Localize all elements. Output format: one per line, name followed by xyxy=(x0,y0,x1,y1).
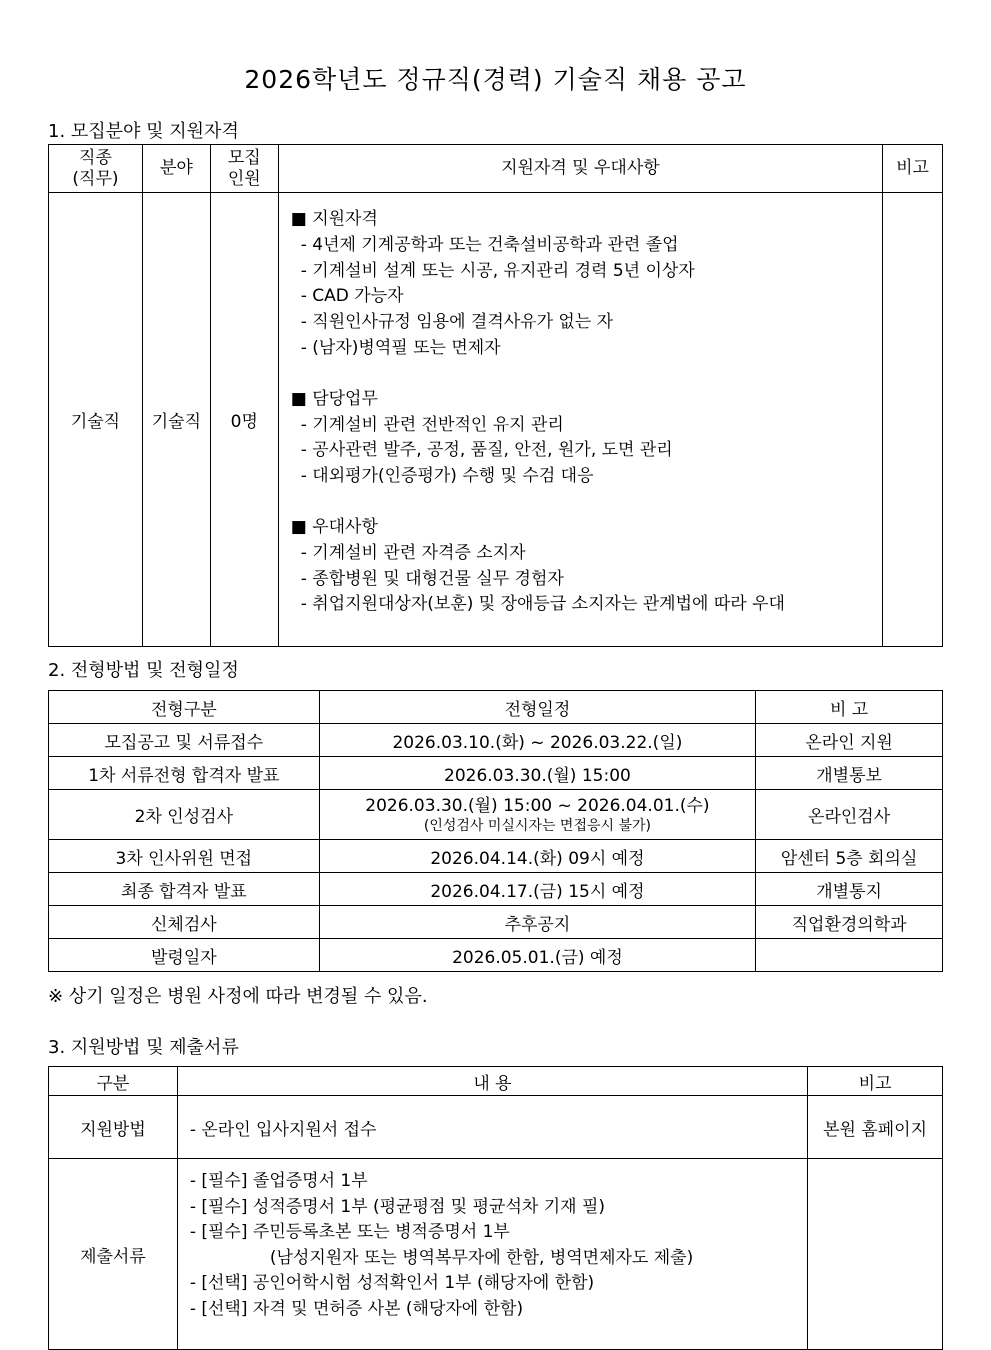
page-title: 2026학년도 정규직(경력) 기술직 채용 공고 xyxy=(244,65,747,94)
header-content: 내 용 xyxy=(177,1067,807,1096)
header-count: 모집 인원 xyxy=(210,145,278,193)
list-item: - [필수] 졸업증명서 1부 xyxy=(189,1171,368,1191)
table-row xyxy=(49,939,943,972)
cell-stage: 모집공고 및 서류접수 xyxy=(49,724,320,757)
cell-stage: 발령일자 xyxy=(49,939,320,972)
cell-remarks xyxy=(756,939,943,972)
list-item: - 기계설비 관련 전반적인 유지 관리 xyxy=(300,414,564,435)
recruitment-table xyxy=(48,144,943,647)
section3-heading: 3. 지원방법 및 제출서류 xyxy=(48,1037,239,1058)
cell-stage: 3차 인사위원 면접 xyxy=(49,840,320,873)
cell-stage: 2차 인성검사 xyxy=(49,790,320,840)
cell-remarks xyxy=(808,1159,943,1350)
section1-heading: 1. 모집분야 및 지원자격 xyxy=(48,121,239,142)
list-item: (남성지원자 또는 병역복무자에 한함, 병역면제자도 제출) xyxy=(269,1247,694,1268)
list-item: - [선택] 공인어학시험 성적확인서 1부 (해당자에 한함) xyxy=(189,1273,595,1293)
list-item: - [필수] 주민등록초본 또는 병적증명서 1부 xyxy=(189,1222,510,1242)
list-item: - CAD 가능자 xyxy=(300,286,404,307)
cell-schedule: 추후공지 xyxy=(319,906,756,939)
cell-remarks: 개별통보 xyxy=(756,757,943,790)
list-item: - (남자)병역필 또는 면제자 xyxy=(300,337,501,358)
cell-schedule: 2026.04.17.(금) 15시 예정 xyxy=(319,873,756,906)
list-item: - 취업지원대상자(보훈) 및 장애등급 소지자는 관계법에 따라 우대 xyxy=(300,594,785,615)
cell-stage: 신체검사 xyxy=(49,906,320,939)
header-remarks: 비고 xyxy=(883,145,943,193)
list-item: - 기계설비 설계 또는 시공, 유지관리 경력 5년 이상자 xyxy=(300,260,695,281)
header-schedule: 전형일정 xyxy=(319,691,756,724)
header-field: 분야 xyxy=(142,145,210,193)
cell-category: 제출서류 xyxy=(49,1159,178,1350)
list-item: - 직원인사규정 임용에 결격사유가 없는 자 xyxy=(300,312,614,333)
cell-stage: 최종 합격자 발표 xyxy=(49,873,320,906)
table-row xyxy=(49,790,943,840)
duty-heading: ■ 담당업무 xyxy=(290,388,378,409)
header-remarks: 비 고 xyxy=(756,691,943,724)
cell-remarks: 본원 홈페이지 xyxy=(808,1096,943,1159)
schedule-note: (인성검사 미실시자는 면접응시 불가) xyxy=(423,817,651,834)
cell-count: 0명 xyxy=(210,193,278,647)
cell-stage: 1차 서류전형 합격자 발표 xyxy=(49,757,320,790)
section2-heading: 2. 전형방법 및 전형일정 xyxy=(48,660,239,681)
list-item: - [필수] 성적증명서 1부 (평균평점 및 평균석차 기재 필) xyxy=(189,1196,605,1217)
table-row xyxy=(49,906,943,939)
table-row xyxy=(49,724,943,757)
header-job: 직종 (직무) xyxy=(49,145,143,193)
cell-field: 기술직 xyxy=(142,193,210,647)
schedule-note-text: ※ 상기 일정은 병원 사정에 따라 변경될 수 있음. xyxy=(48,986,428,1007)
schedule-table xyxy=(48,690,943,972)
documents-cell xyxy=(177,1159,807,1350)
table-row xyxy=(49,840,943,873)
header-qualifications: 지원자격 및 우대사항 xyxy=(278,145,882,193)
table-row xyxy=(49,1159,943,1350)
cell-remarks: 온라인검사 xyxy=(756,790,943,840)
header-stage: 전형구분 xyxy=(49,691,320,724)
preference-heading: ■ 우대사항 xyxy=(290,516,378,537)
cell-schedule: 2026.03.10.(화) ~ 2026.03.22.(일) xyxy=(319,724,756,757)
list-item: - 대외평가(인증평가) 수행 및 수검 대응 xyxy=(300,466,594,487)
table-row xyxy=(49,757,943,790)
list-item: - 기계설비 관련 자격증 소지자 xyxy=(300,542,526,563)
cell-schedule: 2026.03.30.(월) 15:00 xyxy=(319,757,756,790)
cell-remarks: 암센터 5층 회의실 xyxy=(756,840,943,873)
cell-content: - 온라인 입사지원서 접수 xyxy=(177,1096,807,1159)
qualification-heading: ■ 지원자격 xyxy=(290,209,378,229)
cell-remarks: 직업환경의학과 xyxy=(756,906,943,939)
cell-schedule: 2026.04.14.(화) 09시 예정 xyxy=(319,840,756,873)
qualifications-cell xyxy=(278,193,882,647)
list-item: - 4년제 기계공학과 또는 건축설비공학과 관련 졸업 xyxy=(300,234,679,255)
application-table xyxy=(48,1066,943,1350)
cell-remarks: 개별통지 xyxy=(756,873,943,906)
list-item: - 공사관련 발주, 공정, 품질, 안전, 원가, 도면 관리 xyxy=(300,440,673,461)
cell-remarks: 온라인 지원 xyxy=(756,724,943,757)
list-item: - 종합병원 및 대형건물 실무 경험자 xyxy=(300,568,564,589)
cell-category: 지원방법 xyxy=(49,1096,178,1159)
header-remarks: 비고 xyxy=(808,1067,943,1096)
list-item: - [선택] 자격 및 면허증 사본 (해당자에 한함) xyxy=(189,1298,524,1319)
table-row xyxy=(49,1096,943,1159)
cell-schedule: 2026.03.30.(월) 15:00 ~ 2026.04.01.(수) (인성검사 미실시자는 면접응시 불가) xyxy=(319,790,756,840)
header-category: 구분 xyxy=(49,1067,178,1096)
cell-schedule: 2026.05.01.(금) 예정 xyxy=(319,939,756,972)
cell-remarks xyxy=(883,193,943,647)
cell-job: 기술직 xyxy=(49,193,143,647)
table-row xyxy=(49,873,943,906)
